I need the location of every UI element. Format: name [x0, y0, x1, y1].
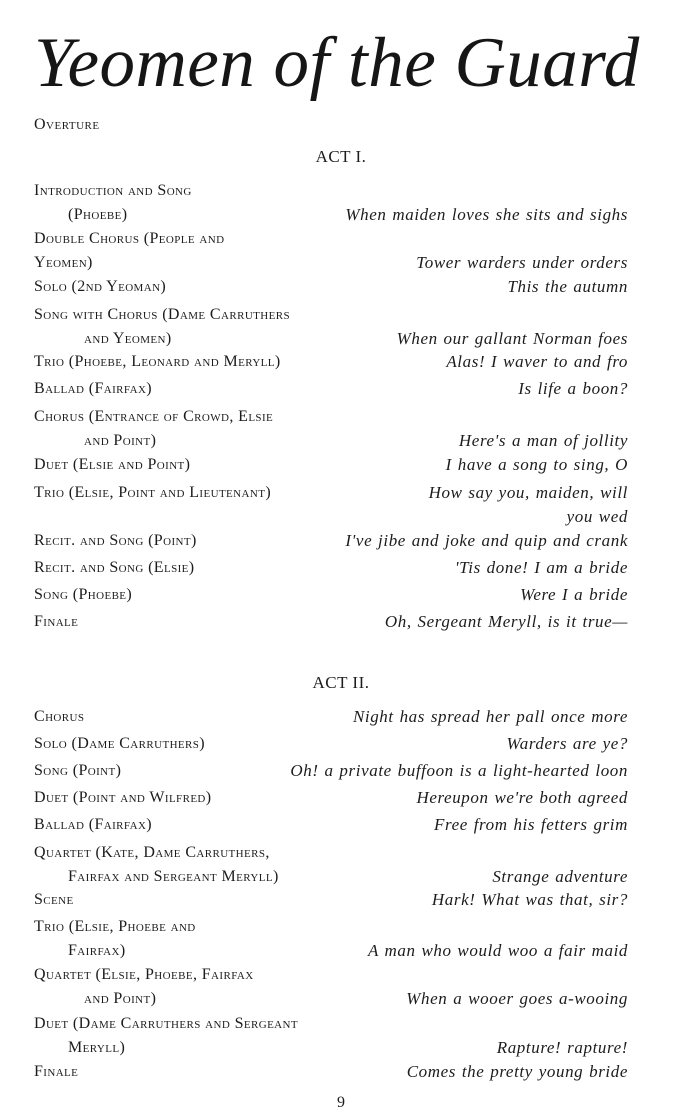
first-line-text: A man who would woo a fair maid — [367, 941, 628, 960]
first-line-text: Here's a man of jollity — [458, 431, 628, 450]
number-title: (Phoebe) — [68, 206, 128, 223]
number-title: Song (Phoebe) — [34, 586, 133, 603]
first-line-text: Comes the pretty young bride — [406, 1062, 628, 1081]
first-line-text: Tower warders under orders — [416, 253, 628, 272]
act2-entry-7-line-0 — [34, 916, 628, 938]
number-title: Ballad (Fairfax) — [34, 380, 153, 397]
first-line-text: Hereupon we're both agreed — [416, 788, 628, 807]
number-title: Duet (Elsie and Point) — [34, 456, 191, 473]
act1-entry-9-line-0 — [34, 530, 628, 552]
act1-entry-6-line-0 — [34, 406, 628, 428]
act2-entry-9-line-1 — [34, 1037, 628, 1059]
act2-entry-8-line-1 — [34, 988, 628, 1010]
first-line-text: Rapture! rapture! — [496, 1038, 628, 1057]
act2-entry-6-line-0 — [34, 889, 628, 911]
number-title: Fairfax) — [68, 942, 126, 959]
act1-entry-5-line-0 — [34, 378, 628, 400]
first-line-text: I have a song to sing, O — [445, 455, 628, 474]
act1-entry-3-line-1 — [34, 328, 628, 350]
act1-entry-10-line-0 — [34, 557, 628, 579]
number-title: Quartet (Kate, Dame Carruthers, — [34, 844, 270, 861]
number-title: Yeomen) — [34, 254, 93, 271]
first-line-text: How say you, maiden, will — [428, 483, 628, 502]
act2-entry-1-line-0 — [34, 733, 628, 755]
act1-entry-3-line-0 — [34, 304, 628, 326]
number-title: Solo (2nd Yeoman) — [34, 278, 167, 295]
number-title: Trio (Phoebe, Leonard and Meryll) — [34, 353, 281, 370]
overture-label: Overture — [34, 116, 100, 133]
first-line-text: This the autumn — [507, 277, 628, 296]
first-line-text: Warders are ye? — [506, 734, 628, 753]
first-line-text: When a wooer goes a-wooing — [406, 989, 628, 1008]
number-title: Duet (Point and Wilfred) — [34, 789, 212, 806]
number-title: Recit. and Song (Point) — [34, 532, 197, 549]
number-title: Trio (Elsie, Phoebe and — [34, 918, 196, 935]
first-line-text: When our gallant Norman foes — [396, 329, 628, 348]
act2-entry-7-line-1 — [34, 940, 628, 962]
first-line-text: 'Tis done! I am a bride — [454, 558, 628, 577]
first-line-text: Night has spread her pall once more — [352, 707, 628, 726]
act1-entry-0-line-0 — [34, 180, 628, 202]
number-title: Double Chorus (People and — [34, 230, 225, 247]
act1-entry-2-line-0 — [34, 276, 628, 298]
number-title: Finale — [34, 1063, 79, 1080]
act2-entry-8-line-0 — [34, 964, 628, 986]
act1-entry-11-line-0 — [34, 584, 628, 606]
first-line-text: I've jibe and joke and quip and crank — [345, 531, 628, 550]
act2-entry-5-line-1 — [34, 866, 628, 888]
number-title: Solo (Dame Carruthers) — [34, 735, 206, 752]
first-line-text: Strange adventure — [492, 867, 628, 886]
number-title: Finale — [34, 613, 79, 630]
act1-entry-4-line-0 — [34, 351, 628, 373]
act1-entry-0-line-1 — [34, 204, 628, 226]
act2-entry-3-line-0 — [34, 787, 628, 809]
number-title: Introduction and Song — [34, 182, 192, 199]
act2-entry-2-line-0 — [34, 760, 628, 782]
act-two-heading: ACT II. — [312, 673, 370, 692]
act2-entry-10-line-0 — [34, 1061, 628, 1083]
number-title: Quartet (Elsie, Phoebe, Fairfax — [34, 966, 254, 983]
first-line-text: Oh, Sergeant Meryll, is it true— — [384, 612, 628, 631]
act2-entry-0-line-0 — [34, 706, 628, 728]
number-title: Chorus (Entrance of Crowd, Elsie — [34, 408, 274, 425]
act1-entry-8-line-1 — [34, 506, 628, 528]
act1-entry-6-line-1 — [34, 430, 628, 452]
number-title: Meryll) — [68, 1039, 126, 1056]
number-title: Fairfax and Sergeant Meryll) — [68, 868, 279, 885]
number-title: Duet (Dame Carruthers and Sergeant — [34, 1015, 298, 1032]
number-title: Chorus — [34, 708, 85, 725]
number-title: Recit. and Song (Elsie) — [34, 559, 195, 576]
first-line-text: Oh! a private buffoon is a light-hearted loon — [290, 761, 628, 780]
number-title: Song (Point) — [34, 762, 122, 779]
act2-entry-4-line-0 — [34, 814, 628, 836]
number-title: Ballad (Fairfax) — [34, 816, 153, 833]
first-line-text: Alas! I waver to and fro — [446, 352, 628, 371]
number-title: and Point) — [84, 432, 157, 449]
act1-entry-8-line-0 — [34, 482, 628, 504]
act1-entry-7-line-0 — [34, 454, 628, 476]
act-one-heading: ACT I. — [315, 147, 367, 166]
first-line-text: When maiden loves she sits and sighs — [345, 205, 628, 224]
number-title: and Point) — [84, 990, 157, 1007]
first-line-text: Is life a boon? — [518, 379, 628, 398]
first-line-text: Were I a bride — [520, 585, 628, 604]
first-line-text: Hark! What was that, sir? — [431, 890, 628, 909]
first-line-text: you wed — [566, 507, 628, 526]
page-number: 9 — [337, 1094, 345, 1111]
act2-entry-9-line-0 — [34, 1013, 628, 1035]
number-title: and Yeomen) — [84, 330, 172, 347]
first-line-text: Free from his fetters grim — [434, 815, 628, 834]
number-title: Song with Chorus (Dame Carruthers — [34, 306, 290, 323]
act1-entry-12-line-0 — [34, 611, 628, 633]
act1-entry-1-line-1 — [34, 252, 628, 274]
number-title: Trio (Elsie, Point and Lieutenant) — [34, 484, 272, 501]
number-title: Scene — [34, 891, 74, 908]
act1-entry-1-line-0 — [34, 228, 628, 250]
page-title: Yeomen of the Guard — [34, 24, 640, 102]
act2-entry-5-line-0 — [34, 842, 628, 864]
